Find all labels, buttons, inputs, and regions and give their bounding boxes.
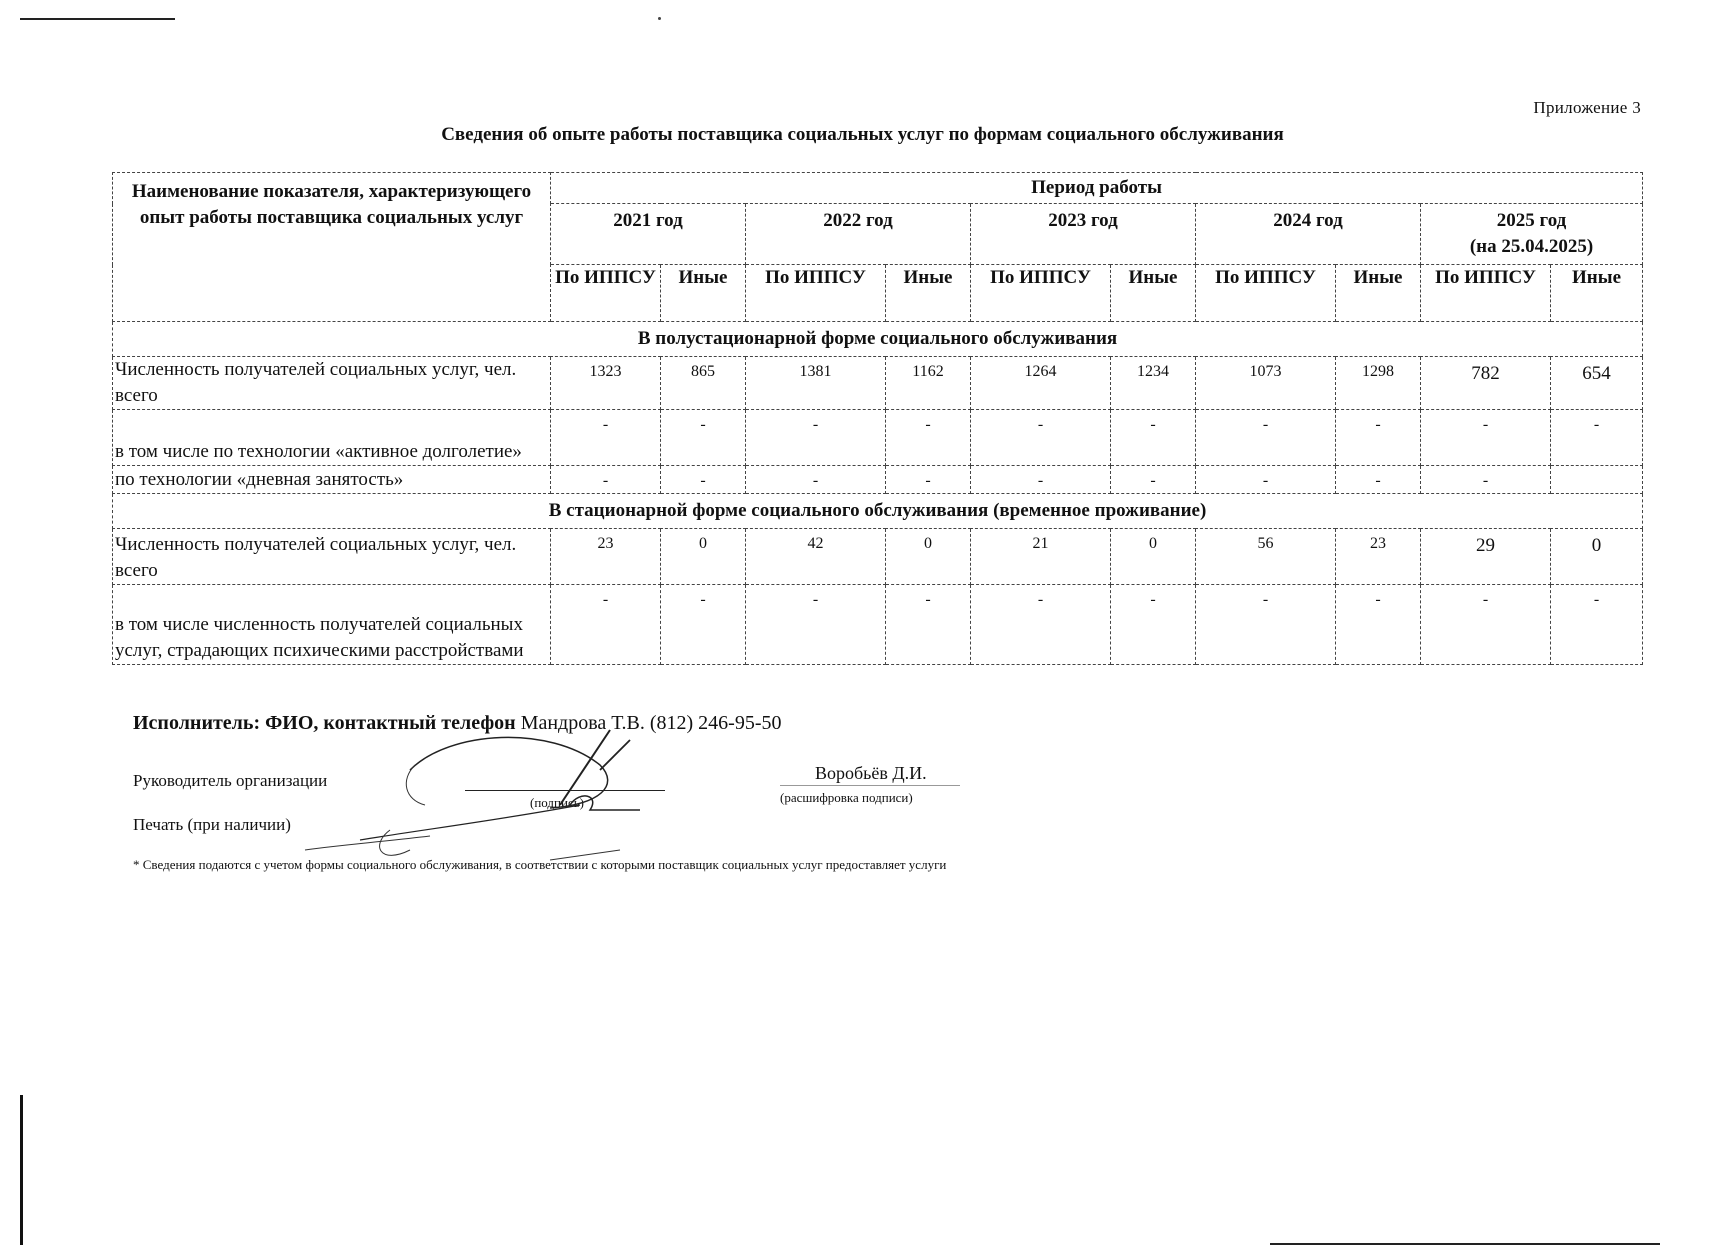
table-cell: 0: [661, 529, 746, 585]
row-label: в том числе по технологии «активное долголетие»: [113, 410, 551, 466]
decipher-line: [780, 785, 960, 786]
table-cell: -: [746, 585, 886, 665]
table-cell: -: [1551, 585, 1643, 665]
table-cell: 782: [1421, 357, 1551, 410]
scan-edge-line-bottom: [1270, 1243, 1660, 1245]
table-cell: -: [1336, 466, 1421, 494]
table-cell: -: [1336, 585, 1421, 665]
col-header-other: Иные: [886, 265, 971, 322]
footnote: * Сведения подаются с учетом формы социального обслуживания, в соответствии с которыми поставщик социальных услуг предоставляет услуги: [133, 857, 947, 872]
table-cell: -: [661, 410, 746, 466]
year-header-2024: 2024 год: [1196, 204, 1421, 265]
manager-label: Руководитель организации: [133, 771, 328, 790]
table-cell: -: [661, 466, 746, 494]
table-cell: -: [971, 466, 1111, 494]
experience-table: [112, 172, 1643, 665]
table-cell: -: [1111, 585, 1196, 665]
row-label: в том числе численность получателей социальных услуг, страдающих психическими расстройствами: [113, 585, 551, 665]
col-header-other: Иные: [1551, 265, 1643, 322]
signature-caption: (подпись): [530, 795, 584, 810]
table-cell: -: [971, 585, 1111, 665]
table-cell: -: [551, 585, 661, 665]
table-cell: 1264: [971, 357, 1111, 410]
table-cell: -: [1111, 466, 1196, 494]
col-header-other: Иные: [1111, 265, 1196, 322]
col-header-ippsu: По ИППСУ: [1421, 265, 1551, 322]
table-cell: 654: [1551, 357, 1643, 410]
table-cell: -: [1551, 410, 1643, 466]
table-cell: 0: [886, 529, 971, 585]
row-label: по технологии «дневная занятость»: [113, 466, 551, 494]
table-cell: -: [1421, 466, 1551, 494]
table-cell: 1323: [551, 357, 661, 410]
year-header-2022: 2022 год: [746, 204, 971, 265]
section-title-semistationary: В полустационарной форме социального обслуживания: [113, 322, 1643, 357]
table-row: [113, 357, 1643, 410]
table-cell: 23: [551, 529, 661, 585]
table-cell: 21: [971, 529, 1111, 585]
table-cell: -: [661, 585, 746, 665]
table-cell: -: [971, 410, 1111, 466]
table-cell: -: [551, 410, 661, 466]
table-cell: 0: [1111, 529, 1196, 585]
scan-edge-line-top: [20, 18, 175, 20]
appendix-label: Приложение 3: [1533, 98, 1641, 117]
table-row: [113, 410, 1643, 466]
table-cell: -: [1111, 410, 1196, 466]
table-cell: 1073: [1196, 357, 1336, 410]
table-row: [113, 585, 1643, 665]
table-cell: -: [551, 466, 661, 494]
col-header-other: Иные: [661, 265, 746, 322]
year-header-2021: 2021 год: [551, 204, 746, 265]
table-cell: 29: [1421, 529, 1551, 585]
table-cell: -: [886, 466, 971, 494]
table-cell: 1162: [886, 357, 971, 410]
section-row-stationary: [113, 494, 1643, 529]
table-cell: 42: [746, 529, 886, 585]
table-cell: 1298: [1336, 357, 1421, 410]
table-cell: -: [1421, 410, 1551, 466]
year-header-2025: 2025 год (на 25.04.2025): [1421, 204, 1643, 265]
year-header-2023: 2023 год: [971, 204, 1196, 265]
table-cell: 23: [1336, 529, 1421, 585]
table-cell: -: [746, 410, 886, 466]
section-row-semistationary: [113, 322, 1643, 357]
table-cell: 1234: [1111, 357, 1196, 410]
col-header-ippsu: По ИППСУ: [551, 265, 661, 322]
table-cell: -: [1196, 410, 1336, 466]
year-2025-date-note: (на 25.04.2025): [1469, 236, 1594, 257]
table-header-row-period: [113, 173, 1643, 204]
table-cell: -: [1196, 585, 1336, 665]
handwritten-signature: [300, 710, 700, 880]
indicator-name-header: Наименование показателя, характеризующего опыт работы поставщика социальных услуг: [113, 173, 551, 322]
col-header-ippsu: По ИППСУ: [746, 265, 886, 322]
decipher-name: Воробьёв Д.И.: [815, 763, 927, 783]
col-header-ippsu: По ИППСУ: [971, 265, 1111, 322]
table-cell: [1551, 466, 1643, 494]
table-cell: 56: [1196, 529, 1336, 585]
scan-speck: [658, 17, 661, 20]
section-title-stationary: В стационарной форме социального обслуживания (временное проживание): [113, 494, 1643, 529]
table-row: [113, 529, 1643, 585]
row-label: Численность получателей социальных услуг, чел. всего: [113, 357, 551, 410]
col-header-other: Иные: [1336, 265, 1421, 322]
row-label: Численность получателей социальных услуг, чел. всего: [113, 529, 551, 585]
col-header-ippsu: По ИППСУ: [1196, 265, 1336, 322]
table-cell: -: [886, 585, 971, 665]
document-title: Сведения об опыте работы поставщика социальных услуг по формам социального обслуживания: [441, 124, 1284, 145]
table-cell: -: [1421, 585, 1551, 665]
executor-label: Исполнитель: ФИО, контактный телефон: [133, 712, 516, 734]
executor-value: Мандрова Т.В. (812) 246-95-50: [520, 712, 782, 734]
table-cell: -: [1336, 410, 1421, 466]
scan-edge-line-left: [20, 1095, 23, 1245]
table-cell: 1381: [746, 357, 886, 410]
stamp-label: Печать (при наличии): [133, 815, 291, 834]
table-cell: -: [746, 466, 886, 494]
table-cell: -: [886, 410, 971, 466]
table-row: [113, 466, 1643, 494]
table-cell: 865: [661, 357, 746, 410]
table-cell: 0: [1551, 529, 1643, 585]
table-cell: -: [1196, 466, 1336, 494]
decipher-caption: (расшифровка подписи): [780, 790, 913, 805]
period-header: Период работы: [551, 173, 1643, 204]
